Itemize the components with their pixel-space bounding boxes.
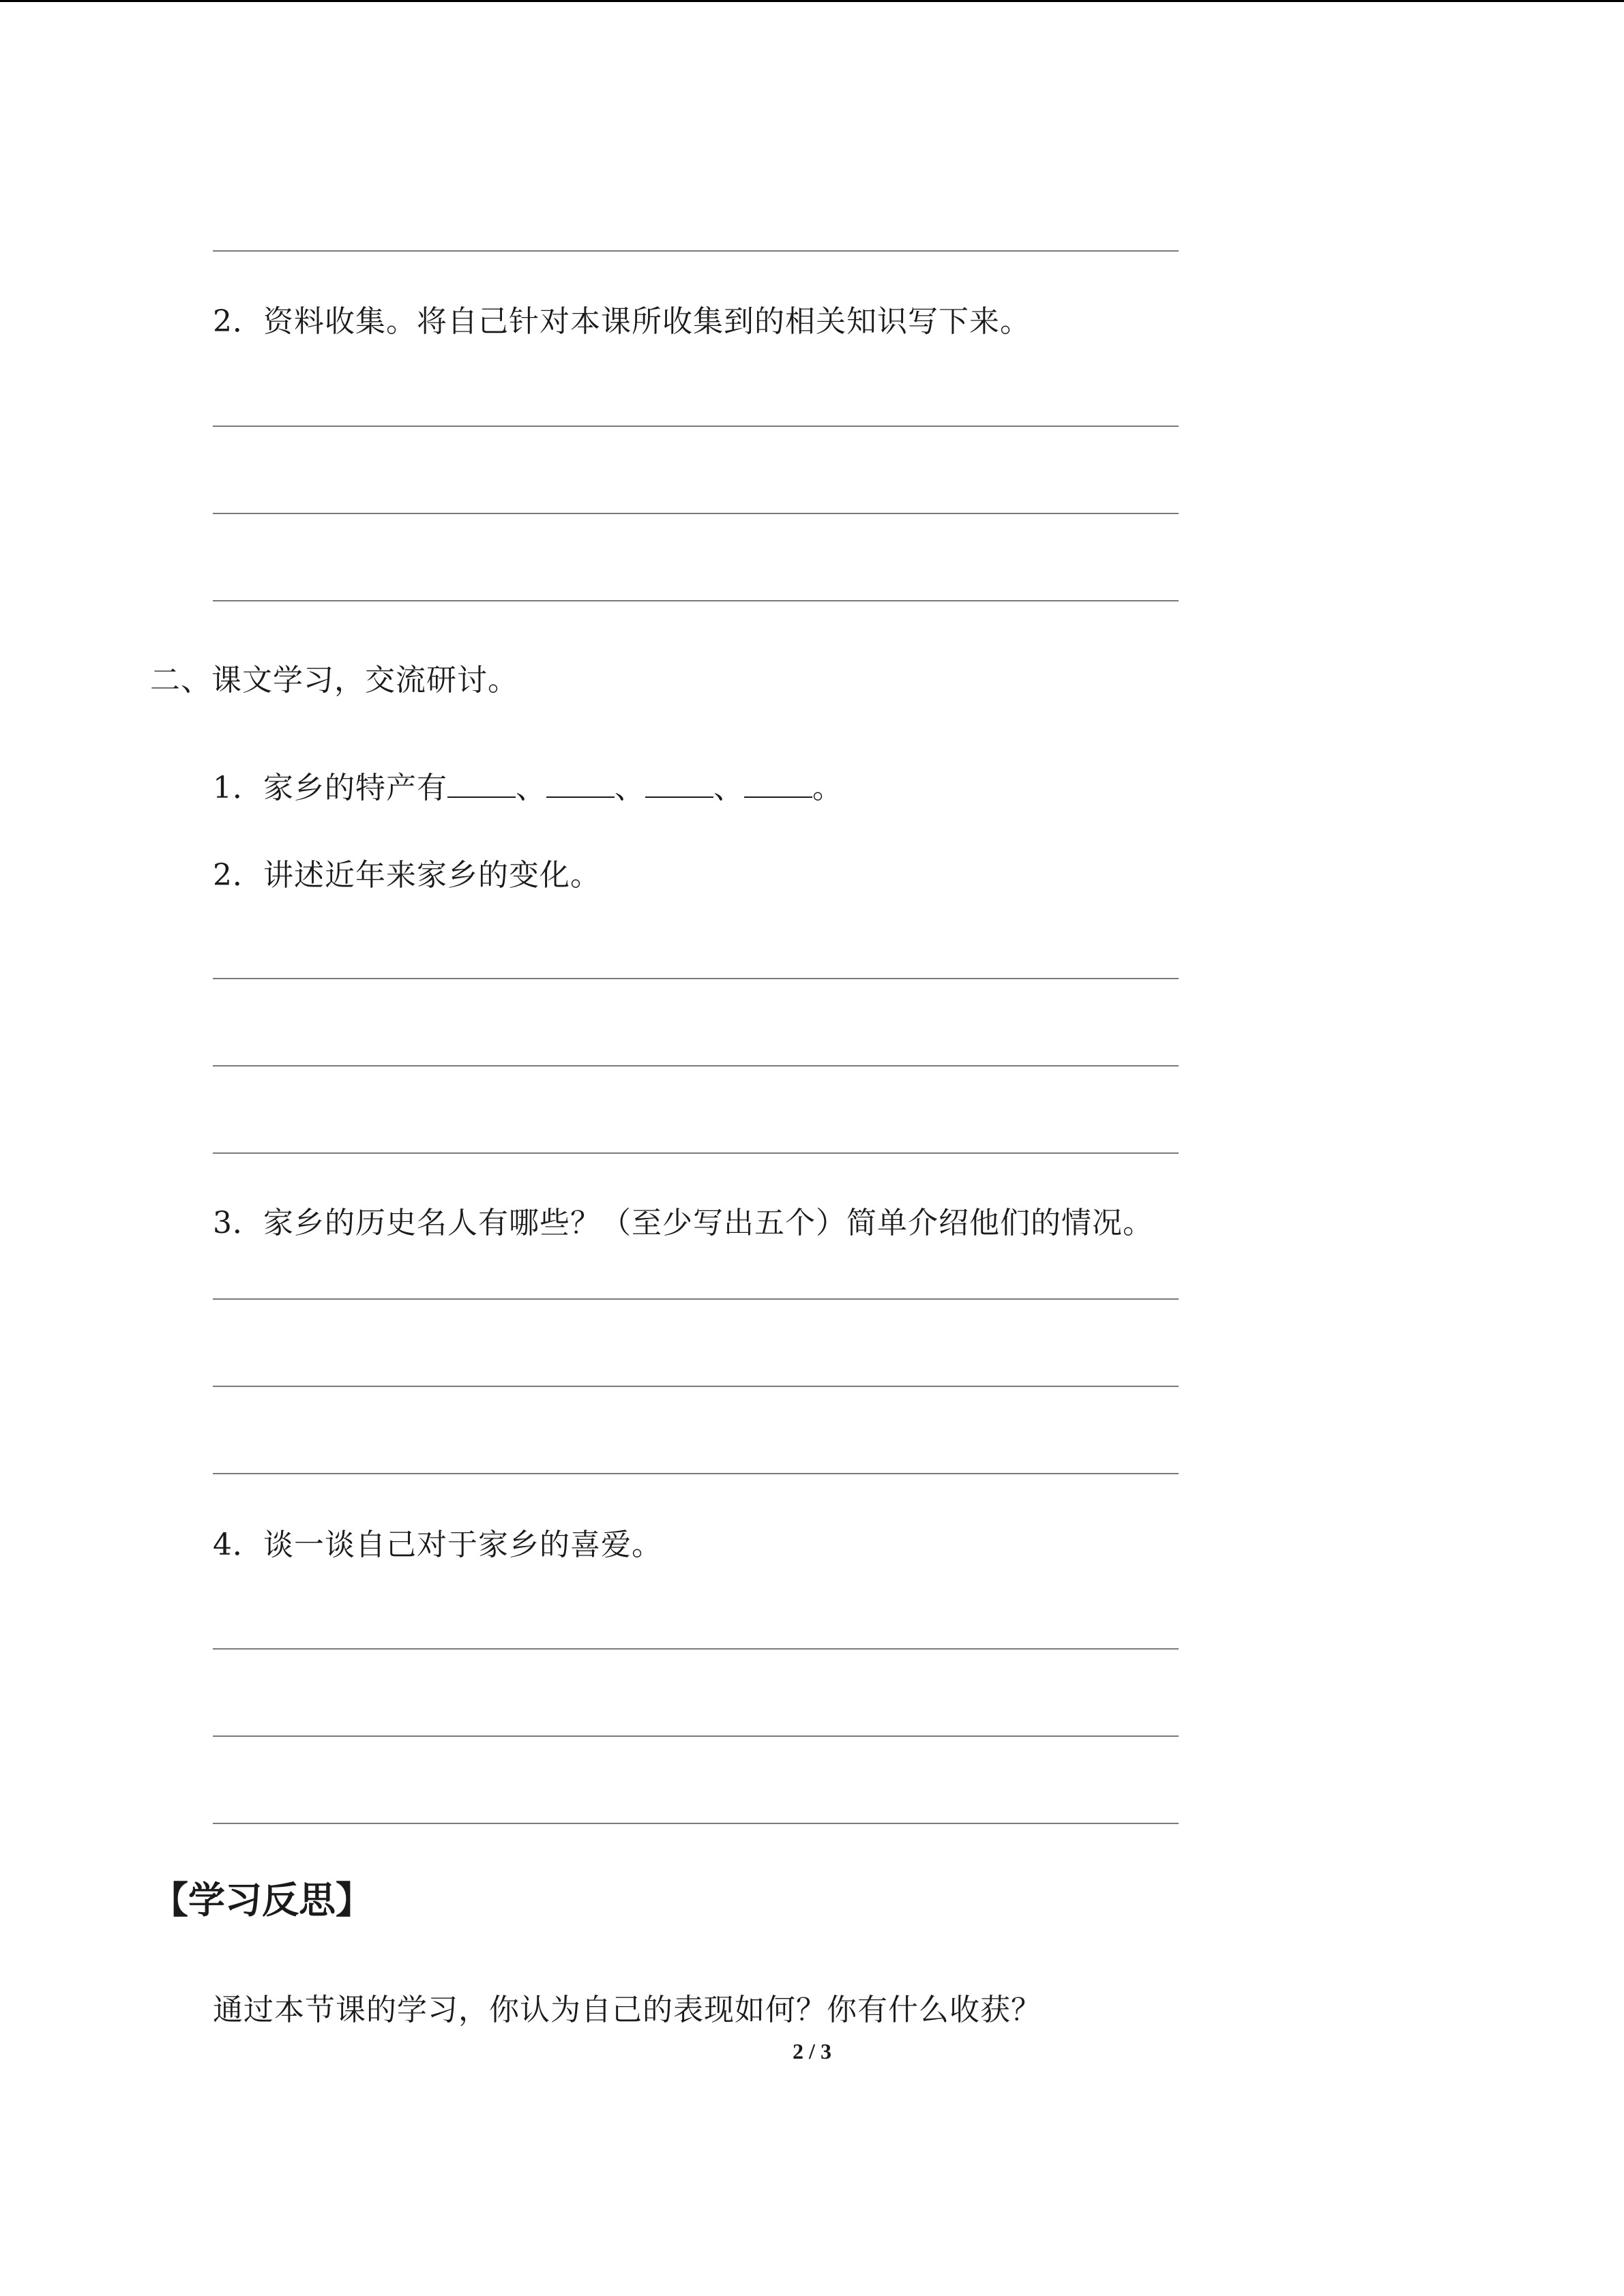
section-heading-text-study: 二、课文学习，交流研讨。: [150, 663, 518, 698]
answer-line[interactable]: [213, 1823, 1179, 1824]
reflection-heading: 【学习反思】: [151, 1879, 372, 1922]
period: 。: [812, 771, 843, 805]
fill-blank-4[interactable]: [744, 769, 812, 798]
answer-line[interactable]: [213, 1152, 1179, 1154]
answer-line[interactable]: [213, 1386, 1179, 1387]
question-3-historical-figures: 3．家乡的历史名人有哪些？（至少写出五个）简单介绍他们的情况。: [213, 1206, 1153, 1240]
question-4-love-for-hometown: 4．谈一谈自己对于家乡的喜爱。: [213, 1527, 662, 1562]
answer-line[interactable]: [213, 250, 1179, 252]
separator: 、: [713, 771, 744, 805]
answer-line[interactable]: [213, 1065, 1179, 1067]
question-1-specialties: [213, 769, 843, 807]
answer-line[interactable]: [213, 1735, 1179, 1737]
question-1-prefix: 1．家乡的特产有: [213, 771, 447, 805]
answer-line[interactable]: [213, 978, 1179, 979]
answer-line[interactable]: [213, 513, 1179, 514]
fill-blank-2[interactable]: [546, 769, 615, 798]
separator: 、: [516, 771, 546, 805]
answer-line[interactable]: [213, 600, 1179, 601]
answer-line[interactable]: [213, 1298, 1179, 1300]
fill-blank-3[interactable]: [645, 769, 713, 798]
answer-line[interactable]: [213, 1473, 1179, 1474]
fill-blank-1[interactable]: [447, 769, 516, 798]
page-number: 2 / 3: [793, 2039, 831, 2063]
page-top-border: [0, 0, 1624, 2]
separator: 、: [615, 771, 645, 805]
answer-line[interactable]: [213, 426, 1179, 427]
question-2-resource-collection: 2．资料收集。将自己针对本课所收集到的相关知识写下来。: [213, 304, 1031, 339]
answer-line[interactable]: [213, 1648, 1179, 1650]
question-2-hometown-changes: 2．讲述近年来家乡的变化。: [213, 858, 601, 893]
reflection-prompt: 通过本节课的学习，你认为自己的表现如何？你有什么收获？: [213, 1993, 1042, 2027]
